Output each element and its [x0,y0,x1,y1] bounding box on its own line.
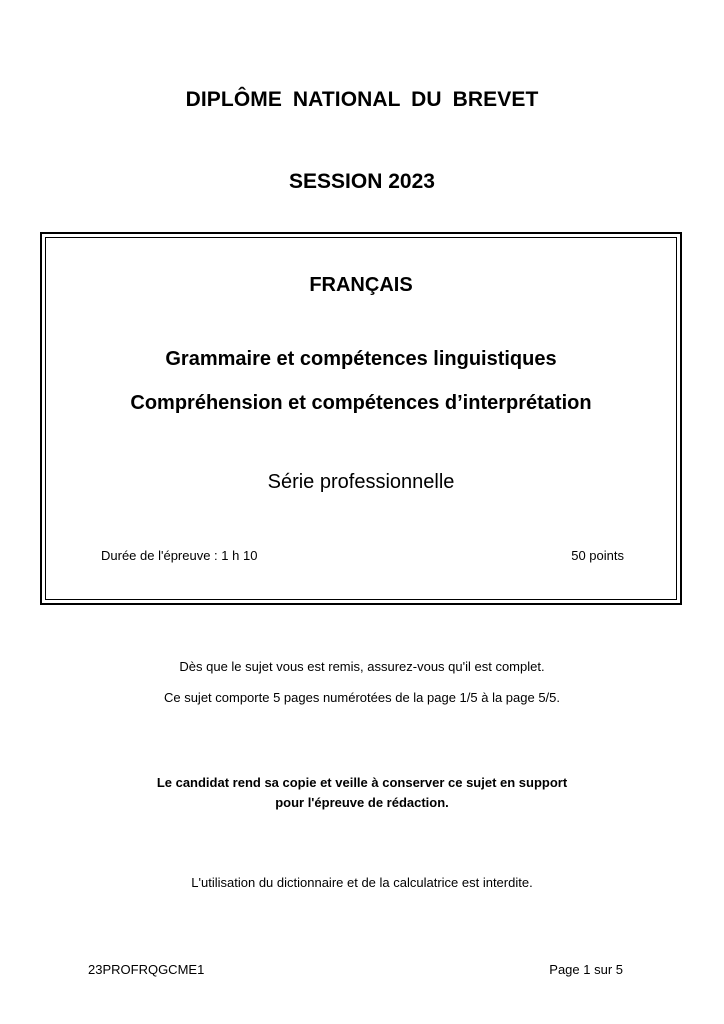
session-title: SESSION 2023 [289,170,435,193]
exam-title: DIPLÔME NATIONAL DU BREVET [185,88,539,111]
note-pages-info: Ce sujet comporte 5 pages numérotées de la page 1/5 à la page 5/5. [163,690,561,705]
note-forbidden-tools: L'utilisation du dictionnaire et de la calculatrice est interdite. [191,875,533,890]
topic-line-comprehension: Compréhension et compétences d’interprétation [130,392,592,414]
subject-title: FRANÇAIS [309,274,413,296]
page-number: Page 1 sur 5 [549,962,623,977]
exam-info-box [40,232,682,605]
note-complete-check: Dès que le sujet vous est remis, assurez-vous qu'il est complet. [179,659,545,674]
note-candidate-line1: Le candidat rend sa copie et veille à conserver ce sujet en support [156,775,568,790]
series-label: Série professionnelle [267,471,455,493]
subject-code: 23PROFRQGCME1 [88,962,205,977]
note-candidate-line2: pour l'épreuve de rédaction. [275,795,449,810]
exam-duration: Durée de l'épreuve : 1 h 10 [101,548,258,563]
exam-info-box-inner-border [45,237,677,600]
exam-points: 50 points [571,548,624,563]
topic-line-grammar: Grammaire et compétences linguistiques [165,348,557,370]
